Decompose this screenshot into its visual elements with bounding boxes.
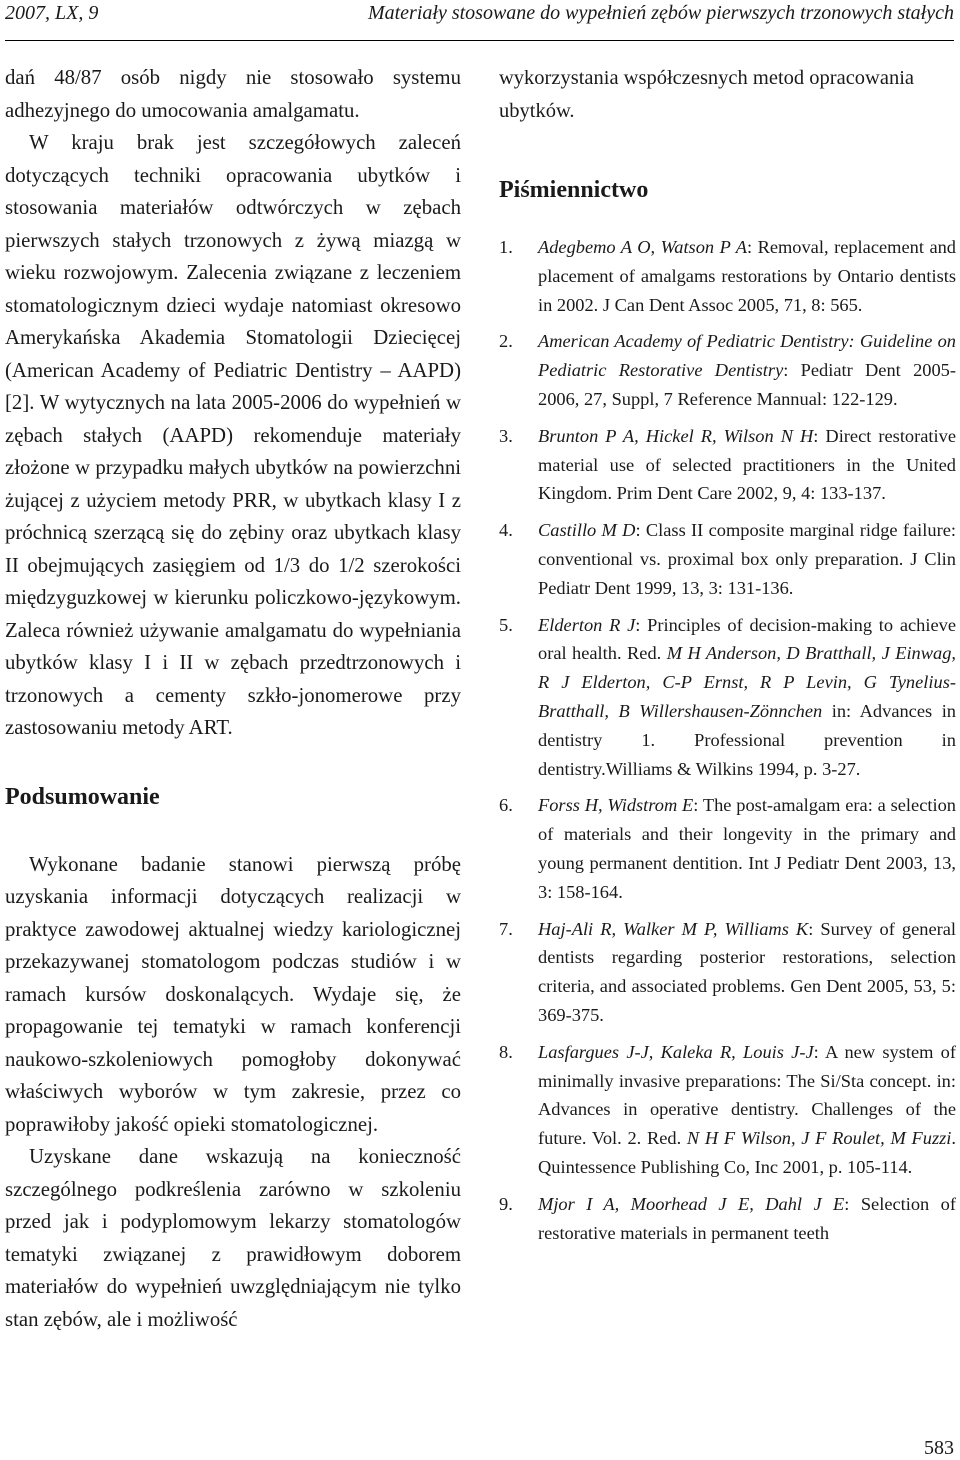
reference-list — [499, 233, 956, 1247]
section-title-summary: Podsumowanie — [5, 783, 160, 810]
reference-editors: M H Anderson, D Bratthall, J Einwag, R J Elderton, C-P Ernst, R P Levin, G Tynelius-Bratthall, B Willershausen-Zönnchen — [538, 643, 956, 721]
paragraph-continued-right: wykorzystania współczesnych metod opracowania ubytków. — [499, 67, 914, 122]
reference-item — [499, 1038, 956, 1182]
reference-text: : Direct restorative material use of selected practitioners in the United Kingdom. Prim Dent Care 2002, 9, 4: 133-137. — [538, 425, 956, 504]
reference-number: 5. — [499, 614, 513, 635]
reference-item — [499, 791, 956, 906]
reference-text: : The post-amalgam era: a selection of materials and their longevity in the primary and young permanent dentition. Int J Pediatr Dent 2003, 13, 3: 158-164. — [538, 795, 956, 902]
left-column — [5, 62, 461, 1336]
reference-text: : Survey of general dentists regarding posterior restorations, selection criteria, and associated problems. Gen Dent 2005, 53, 5: 369-375. — [538, 918, 957, 1025]
page-number: 583 — [924, 1437, 954, 1459]
reference-number: 2. — [499, 331, 513, 352]
reference-item — [499, 611, 956, 784]
reference-number: 3. — [499, 425, 513, 446]
reference-number: 6. — [499, 795, 513, 816]
reference-text: : Class II composite marginal ridge failure: conventional vs. proximal box only preparation. J Clin Pediatr Dent 1999, 13, 3: 131-136. — [538, 520, 956, 598]
journal-issue: 2007, LX, 9 — [5, 2, 99, 24]
reference-item — [499, 422, 956, 508]
reference-number: 4. — [499, 520, 513, 541]
reference-item — [499, 233, 956, 319]
reference-authors: Elderton R J — [538, 614, 636, 635]
reference-authors: Adegbemo A O, Watson P A — [538, 237, 747, 257]
paragraph-summary-2: Uzyskane dane wskazują na konieczność szczególnego podkreślenia zarówno w szkoleniu przed jak i podyplomowym lekarzy stomatologów tematyki związanej z prawidłowym doborem materiałów do wypełnień uwzględniającym nie tylko stan zębów, ale i możliwość — [5, 1145, 461, 1331]
reference-number: 8. — [499, 1041, 513, 1062]
section-title-references: Piśmiennictwo — [499, 177, 649, 203]
running-title: Materiały stosowane do wypełnień zębów pierwszych trzonowych stałych — [367, 2, 954, 24]
paragraph-summary-1: Wykonane badanie stanowi pierwszą próbę uzyskania informacji dotyczących realizacji w praktyce zawodowej aktualnej wiedzy kariologicznej przekazywanej stomatologom podczas studiów i w ramach kursów doskonalących. Wydaje się, że propagowanie tej tematyki w ramach konferencji naukowo-szkoleniowych pomogłoby dokonywać właściwych wyborów w tym zakresie, przez co poprawiłoby jakość opieki stomatologicznej. — [5, 852, 461, 1136]
reference-authors: Haj-Ali R, Walker M P, Williams K — [538, 918, 809, 939]
reference-authors: Brunton P A, Hickel R, Wilson N H — [538, 425, 814, 446]
reference-editors: N H F Wilson, J F Roulet, M Fuzzi — [686, 1128, 952, 1149]
reference-item — [499, 516, 956, 602]
reference-item — [499, 1190, 956, 1248]
reference-item — [499, 915, 956, 1030]
reference-authors: Forss H, Widstrom E — [538, 795, 694, 816]
reference-tail: . Quintessence Publishing Co, Inc 2001, p. 105-114. — [538, 1128, 956, 1177]
reference-number: 1. — [499, 237, 513, 257]
right-column — [499, 62, 956, 1255]
paragraph-continued: dań 48/87 osób nigdy nie stosowało systemu adhezyjnego do umocowania amalgamatu. — [5, 66, 461, 122]
reference-authors: American Academy of Pediatric Dentistry: Guideline on Pediatric Restorative Dentistry — [538, 331, 956, 381]
reference-text: : Removal, replacement and placement of amalgams restorations by Ontario dentists in 2002. J Can Dent Assoc 2005, 71, 8: 565. — [538, 237, 956, 315]
reference-number: 7. — [499, 918, 513, 939]
reference-authors: Castillo M D — [538, 520, 636, 541]
reference-authors: Mjor I A, Moorhead J E, Dahl J E — [538, 1193, 845, 1214]
reference-text: : Principles of decision-making to achieve oral health. Red. — [538, 614, 956, 664]
reference-item — [499, 327, 956, 413]
reference-text: : Selection of restorative materials in permanent teeth — [538, 1193, 957, 1243]
reference-text: : Pediatr Dent 2005-2006, 27, Suppl, 7 Reference Mannual: 122-129. — [538, 360, 956, 409]
reference-number: 9. — [499, 1193, 513, 1214]
reference-text: : A new system of minimally invasive preparations: The Si/Sta concept. in: Advances in operative dentistry. Challenges of the future. Vol. 2. Red. — [538, 1041, 956, 1149]
reference-tail: in: Advances in dentistry 1. Professional prevention in dentistry.Williams & Wilkins 1994, p. 3-27. — [538, 700, 956, 779]
paragraph-recommendations: W kraju brak jest szczegółowych zaleceń dotyczących techniki opracowania ubytków i stosowania materiałów odtwórczych w zębach pierwszych stałych trzonowych z żywą miazgą w wieku rozwojowym. Zalecenia związane z leczeniem stomatologicznym dzieci wydaje natomiast okresowo Amerykańska Akademia Stomatologii Dziecięcej (American Academy of Pediatric Dentistry – AAPD) [2]. W wytycznych na lata 2005-2006 do wypełnień w zębach stałych (AAPD) rekomenduje materiały złożone w przypadku małych ubytków na powierzchni żującej z użyciem metody PRR, w ubytkach klasy I z próchnicą szerzącą się do zębiny oraz ubytkach klasy II obejmujących zasięgiem od 1/3 do 1/2 szerokości międzyguzkowej w kierunku policzkowo-językowym. Zaleca również używanie amalgamatu do wypełniania ubytków klasy I i II w zębach przedtrzonowych i trzonowych a cementy szkło-jonomerowe przy zastosowaniu metody ART. — [5, 131, 461, 739]
running-header — [5, 0, 954, 41]
reference-authors: Lasfargues J-J, Kaleka R, Louis J-J — [538, 1041, 814, 1062]
